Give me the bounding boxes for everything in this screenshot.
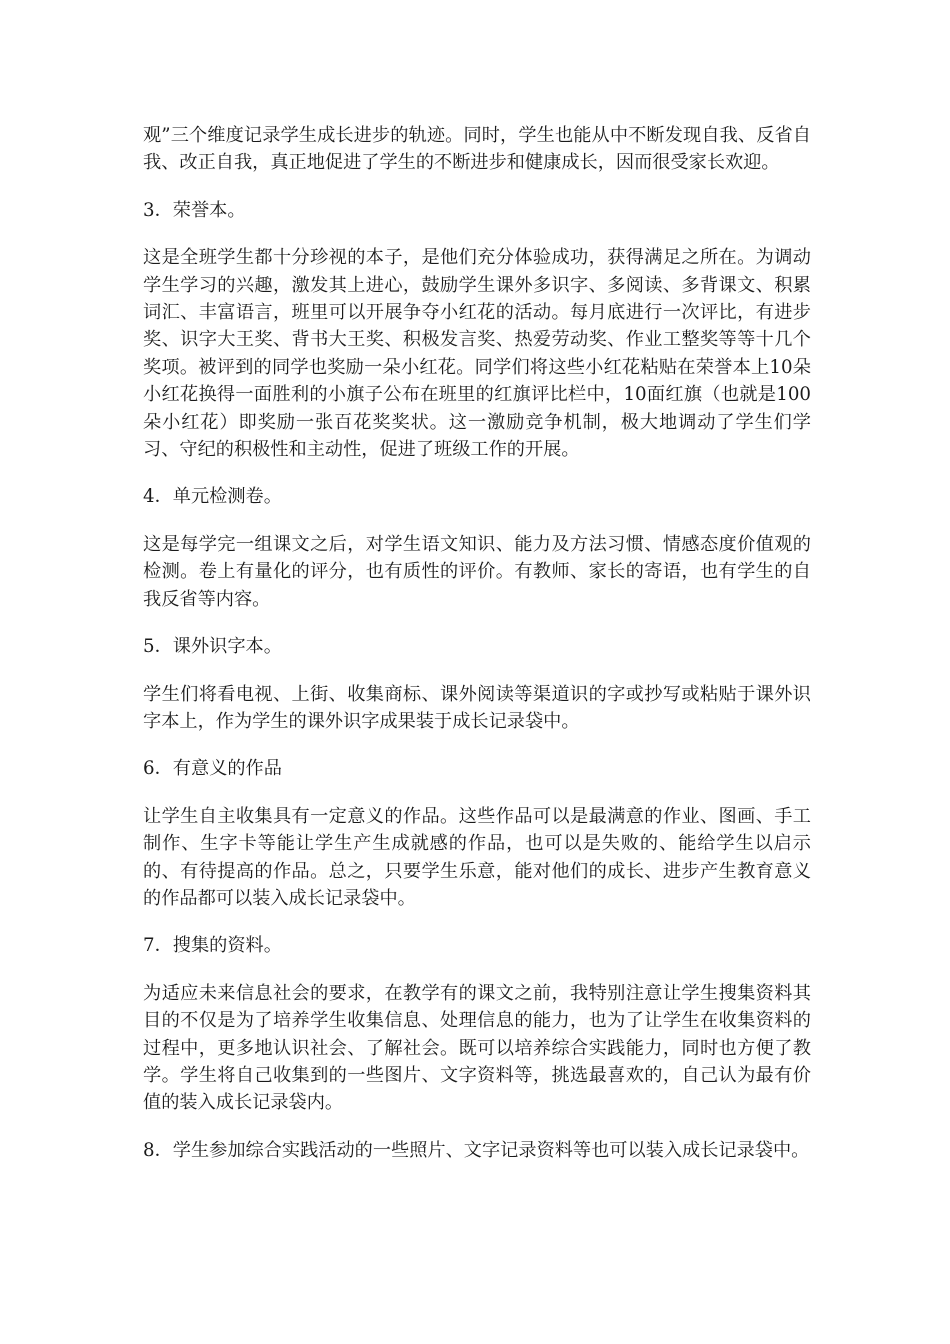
section-heading-meaningful-works: 6．有意义的作品: [143, 758, 282, 780]
paragraph-unit-test: 这是每学完一组课文之后，对学生语文知识、能力及方法习惯、情感态度价值观的检测。卷上有量化的评分，也有质性的评价。有教师、家长的寄语，也有学生的自我反省等内容。: [143, 533, 811, 610]
paragraph-honor-book: 这是全班学生都十分珍视的本子，是他们充分体验成功，获得满足之所在。为调动学生学习的兴趣，激发其上进心，鼓励学生课外多识字、多阅读、多背课文、积累词汇、丰富语言，班里可以开展争夺小红花的活动。每月底进行一次评比，有进步奖、识字大王奖、背书大王奖、积极发言奖、热爱劳动奖、作业工整奖等等十几个奖项。被评到的同学也奖励一朵小红花。同学们将这些小红花粘贴在荣誉本上10朵小红花换得一面胜利的小旗子公布在班里的红旗评比栏中，10面红旗（也就是100朵小红花）即奖励一张百花奖奖状。这一激励竞争机制，极大地调动了学生们学习、守纪的积极性和主动性，促进了班级工作的开展。: [143, 247, 811, 461]
paragraph-extracurricular-literacy: 学生们将看电视、上街、收集商标、课外阅读等渠道识的字或抄写或粘贴于课外识字本上，作为学生的课外识字成果装于成长记录袋中。: [143, 683, 811, 732]
section-heading-honor-book: 3．荣誉本。: [143, 199, 246, 221]
section-heading-collected-materials: 7．搜集的资料。: [143, 935, 282, 957]
section-heading-extracurricular-literacy: 5．课外识字本。: [143, 636, 282, 658]
paragraph-meaningful-works: 让学生自主收集具有一定意义的作品。这些作品可以是最满意的作业、图画、手工制作、生字卡等能让学生产生成就感的作品，也可以是失败的、能给学生以启示的、有待提高的作品。总之，只要学生乐意，能对他们的成长、进步产生教育意义的作品都可以装入成长记录袋中。: [143, 805, 811, 909]
paragraph-intro-continuation: 观”三个维度记录学生成长进步的轨迹。同时，学生也能从中不断发现自我、反省自我、改正自我，真正地促进了学生的不断进步和健康成长，因而很受家长欢迎。: [143, 125, 811, 174]
document-page: [143, 122, 811, 1184]
paragraph-collected-materials: 为适应未来信息社会的要求，在教学有的课文之前，我特别注意让学生搜集资料其目的不仅是为了培养学生收集信息、处理信息的能力，也为了让学生在收集资料的过程中，更多地认识社会、了解社会。既可以培养综合实践能力，同时也方便了教学。学生将自己收集到的一些图片、文字资料等，挑选最喜欢的，自己认为最有价值的装入成长记录袋内。: [143, 982, 811, 1114]
section-heading-unit-test: 4．单元检测卷。: [143, 486, 282, 508]
paragraph-item-8-practice-activities: 8．学生参加综合实践活动的一些照片、文字记录资料等也可以装入成长记录袋中。: [143, 1139, 810, 1161]
